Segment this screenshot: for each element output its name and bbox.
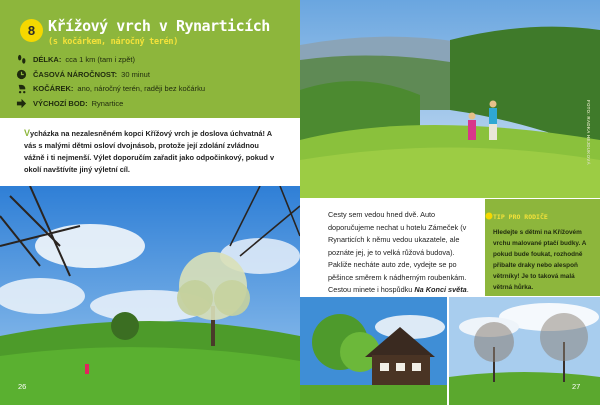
intro-paragraph: [24, 127, 278, 176]
info-value: Rynartice: [91, 98, 124, 108]
tip-title: TIP PRO RODIČE: [493, 213, 548, 221]
body-text-italic: Na Konci světa: [414, 285, 467, 294]
intro-initial: V: [24, 128, 31, 138]
stroller-icon: [16, 83, 27, 94]
arrow-icon: [16, 98, 27, 109]
info-label: DÉLKA:: [33, 55, 62, 64]
info-row-start: [16, 97, 296, 110]
info-row-stroller: [16, 82, 296, 95]
body-text-part2: .: [466, 285, 469, 294]
page-title: Křížový vrch v Rynarticích: [48, 17, 270, 35]
route-number-badge: 8: [20, 19, 43, 42]
page-number-right: 27: [572, 382, 581, 391]
body-text-part1: Cesty sem vedou hned dvě. Auto doporučujeme nechat u hotelu Zámeček (v Rynarticích k němu vedou ukazatele, ale poznáte jej, je to velká růžová budova). Pakliže necháte auto zde, vydejte se po pěšince směrem k nádherným roubenkám. Cestou minete i hospůdku: [328, 210, 467, 294]
page-number-left: 26: [18, 382, 27, 391]
clock-icon: [16, 69, 27, 80]
info-label: KOČÁREK:: [33, 84, 74, 94]
tip-bullet-icon: [485, 212, 493, 220]
tip-text: Hledejte s dětmi na Křížovém vrchu malované ptačí budky. A pokud bude foukat, rozhodně přibalte draky nebo alespoň větrníky! Je to taková malá větrná hůrka.: [493, 229, 587, 291]
photo-hill-meadow: [0, 186, 300, 405]
info-value: cca 1 km (tam i zpět): [65, 55, 135, 64]
info-list: [16, 53, 296, 111]
photo-log-cabin: [300, 297, 447, 405]
info-row-length: [16, 53, 296, 66]
photo-kids-meadow: [300, 0, 600, 198]
footprints-icon: [16, 54, 27, 65]
info-value: ano, náročný terén, raději bez kočárku: [77, 84, 205, 94]
right-page: [300, 0, 600, 405]
photo-credit: FOTO: RADKA HEJDUKOVÁ: [586, 100, 591, 165]
info-label: VÝCHOZÍ BOD:: [33, 98, 88, 108]
intro-body: ycházka na nezalesněném kopci Křížový vrch je doslova úchvatná! A vás s malými dětmi osloví dvojnásob, protože její zdolání zvládnou vážně i ti nejmenší. Výlet doporučím zařadit jako odpočinkový, pokud v okolí navštívíte jiný výletní cíl.: [24, 129, 275, 174]
page-subtitle: (s kočárkem, náročný terén): [48, 37, 179, 47]
info-value: 30 minut: [121, 69, 150, 79]
body-paragraph: [328, 209, 473, 309]
info-label: ČASOVÁ NÁROČNOST:: [33, 69, 118, 79]
info-row-duration: [16, 68, 296, 81]
